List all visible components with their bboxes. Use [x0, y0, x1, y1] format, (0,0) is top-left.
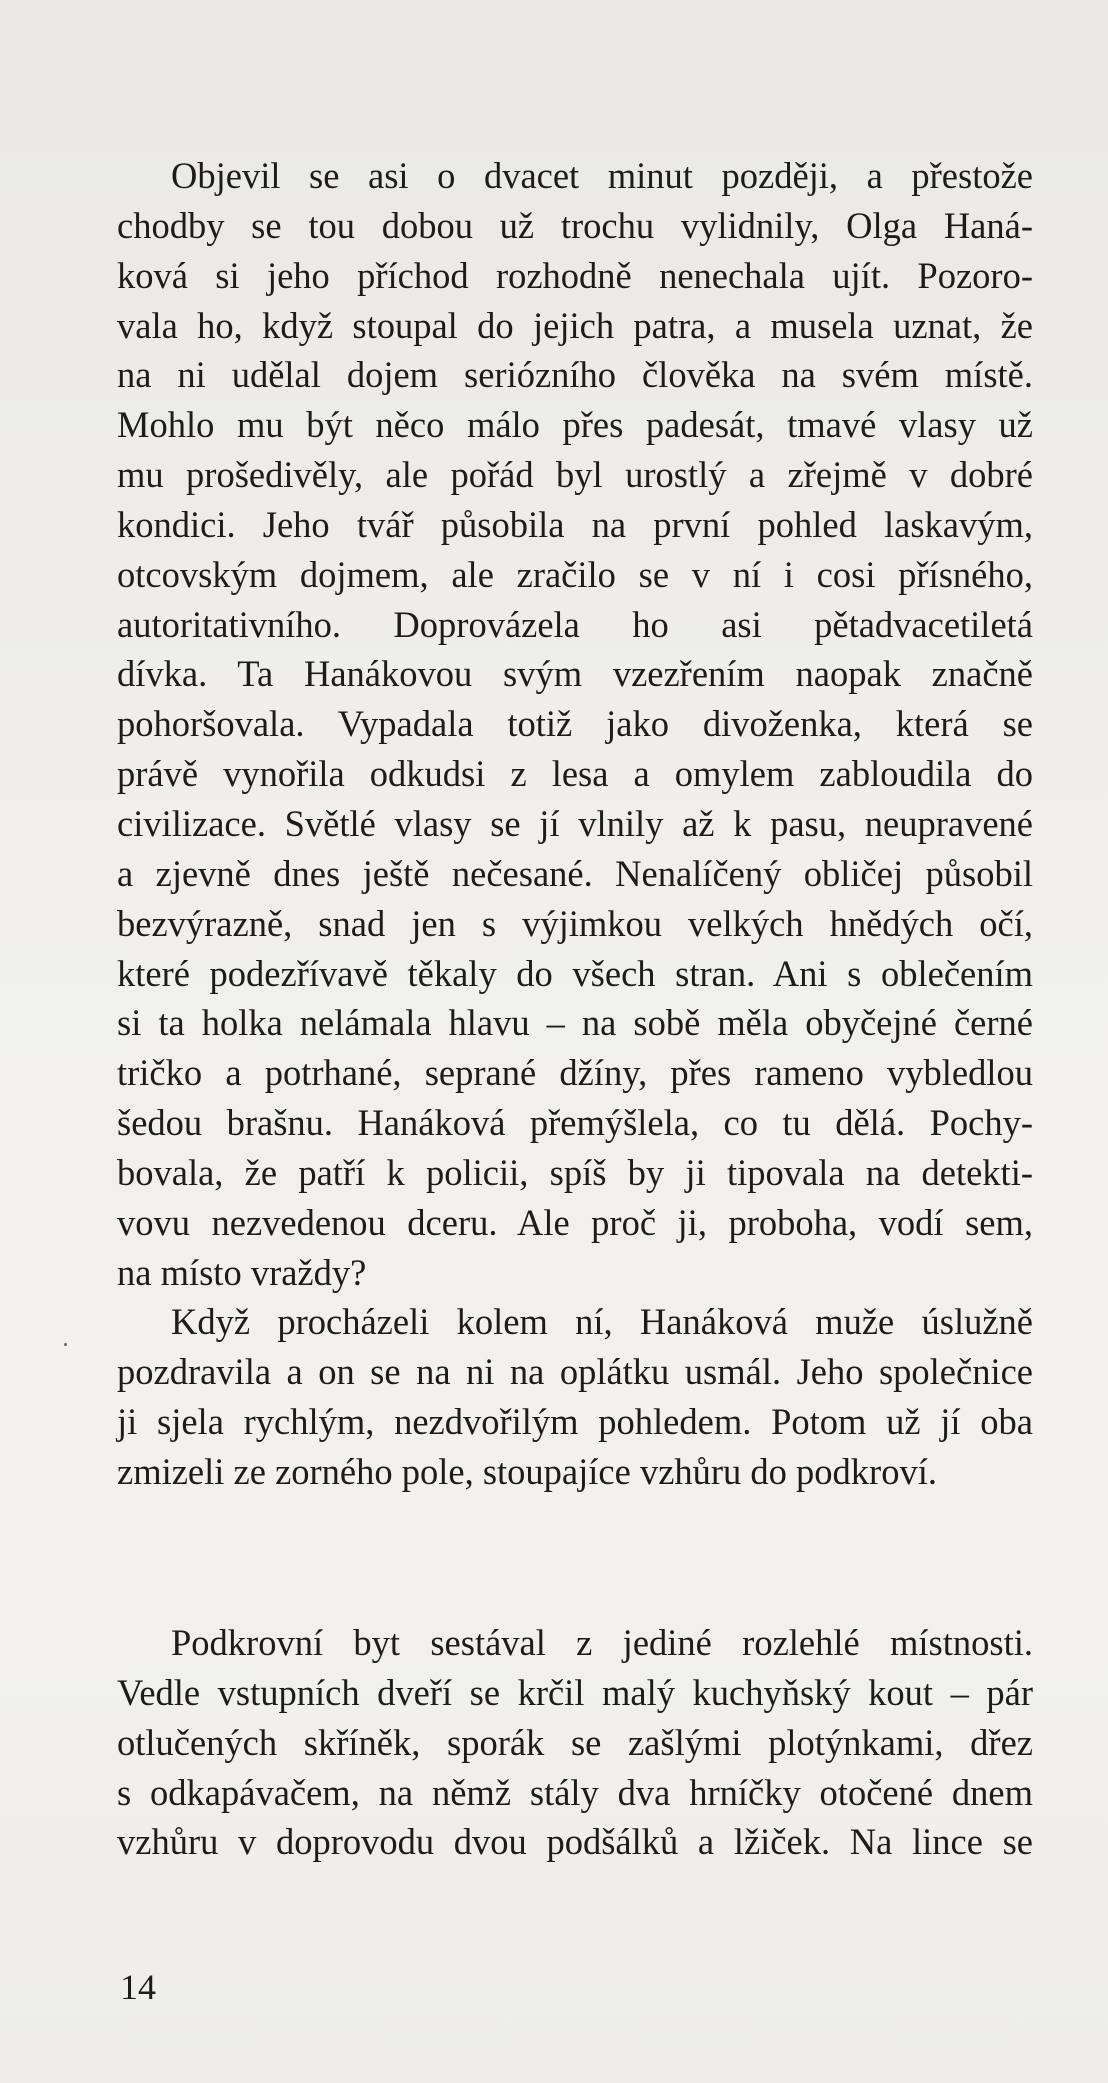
- text-line: tričko a potrhané, seprané džíny, přes rameno vybledlou: [117, 1052, 1033, 1094]
- text-line: vala ho, když stoupal do jejich patra, a musela uznat, že: [117, 304, 1033, 346]
- text-line: otcovským dojmem, ale zračilo se v ní i cosi přísného,: [117, 553, 1033, 595]
- text-line: dívka. Ta Hanákovou svým vzezřením naopak značně: [117, 653, 1033, 695]
- text-line: zmizeli ze zorného pole, stoupajíce vzhůru do podkroví.: [117, 1450, 937, 1492]
- text-line: mu prošedivěly, ale pořád byl urostlý a zřejmě v dobré: [117, 454, 1033, 496]
- text-line: autoritativního. Doprovázela ho asi pětadvacetiletá: [117, 603, 1033, 645]
- text-line: právě vynořila odkudsi z lesa a omylem zabloudila do: [117, 753, 1033, 795]
- text-line: Podkrovní byt sestával z jediné rozlehlé místnosti.: [171, 1622, 1033, 1663]
- text-line: vovu nezvedenou dceru. Ale proč ji, proboha, vodí sem,: [117, 1201, 1033, 1243]
- text-line: otlučených skříněk, sporák se zašlými plotýnkami, dřez: [117, 1721, 1033, 1763]
- text-line: bezvýrazně, snad jen s výjimkou velkých hnědých očí,: [117, 902, 1033, 944]
- text-line: kondici. Jeho tvář působila na první pohled laskavým,: [117, 503, 1033, 545]
- text-line: vzhůru v doprovodu dvou podšálků a lžiček. Na lince se: [117, 1821, 1033, 1863]
- text-line: pozdravila a on se na ni na oplátku usmál. Jeho společnice: [117, 1351, 1033, 1393]
- text-line: ji sjela rychlým, nezdvořilým pohledem. Potom už jí oba: [117, 1401, 1033, 1443]
- text-line: s odkapávačem, na němž stály dva hrníčky otočené dnem: [117, 1771, 1033, 1813]
- text-line: Objevil se asi o dvacet minut později, a přestože: [171, 155, 1033, 196]
- text-section-1: [117, 151, 1033, 1497]
- text-section-2: [117, 1618, 1033, 1867]
- text-line: a zjevně dnes ještě nečesané. Nenalíčený obličej působil: [117, 852, 1033, 894]
- text-line: Vedle vstupních dveří se krčil malý kuchyňský kout – pár: [117, 1671, 1033, 1713]
- text-line: civilizace. Světlé vlasy se jí vlnily až k pasu, neupravené: [117, 802, 1033, 844]
- text-line: si ta holka nelámala hlavu – na sobě měla obyčejné černé: [117, 1002, 1033, 1044]
- text-line: které podezřívavě těkaly do všech stran. Ani s oblečením: [117, 952, 1033, 994]
- paper-speck: [64, 1343, 67, 1346]
- text-line: na místo vraždy?: [117, 1251, 367, 1293]
- text-line: ková si jeho příchod rozhodně nenechala ujít. Pozoro-: [117, 254, 1033, 296]
- text-line: chodby se tou dobou už trochu vylidnily, Olga Haná-: [117, 204, 1033, 246]
- page-number: 14: [120, 1967, 156, 2007]
- text-line: šedou brašnu. Hanáková přemýšlela, co tu dělá. Pochy-: [117, 1102, 1033, 1144]
- text-line: Když procházeli kolem ní, Hanáková muže úslužně: [171, 1301, 1033, 1343]
- text-line: na ni udělal dojem seriózního člověka na svém místě.: [117, 354, 1033, 396]
- text-line: Mohlo mu být něco málo přes padesát, tmavé vlasy už: [117, 404, 1033, 446]
- text-line: pohoršovala. Vypadala totiž jako divoženka, která se: [117, 703, 1033, 745]
- text-line: bovala, že patří k policii, spíš by ji tipovala na detekti-: [117, 1151, 1033, 1193]
